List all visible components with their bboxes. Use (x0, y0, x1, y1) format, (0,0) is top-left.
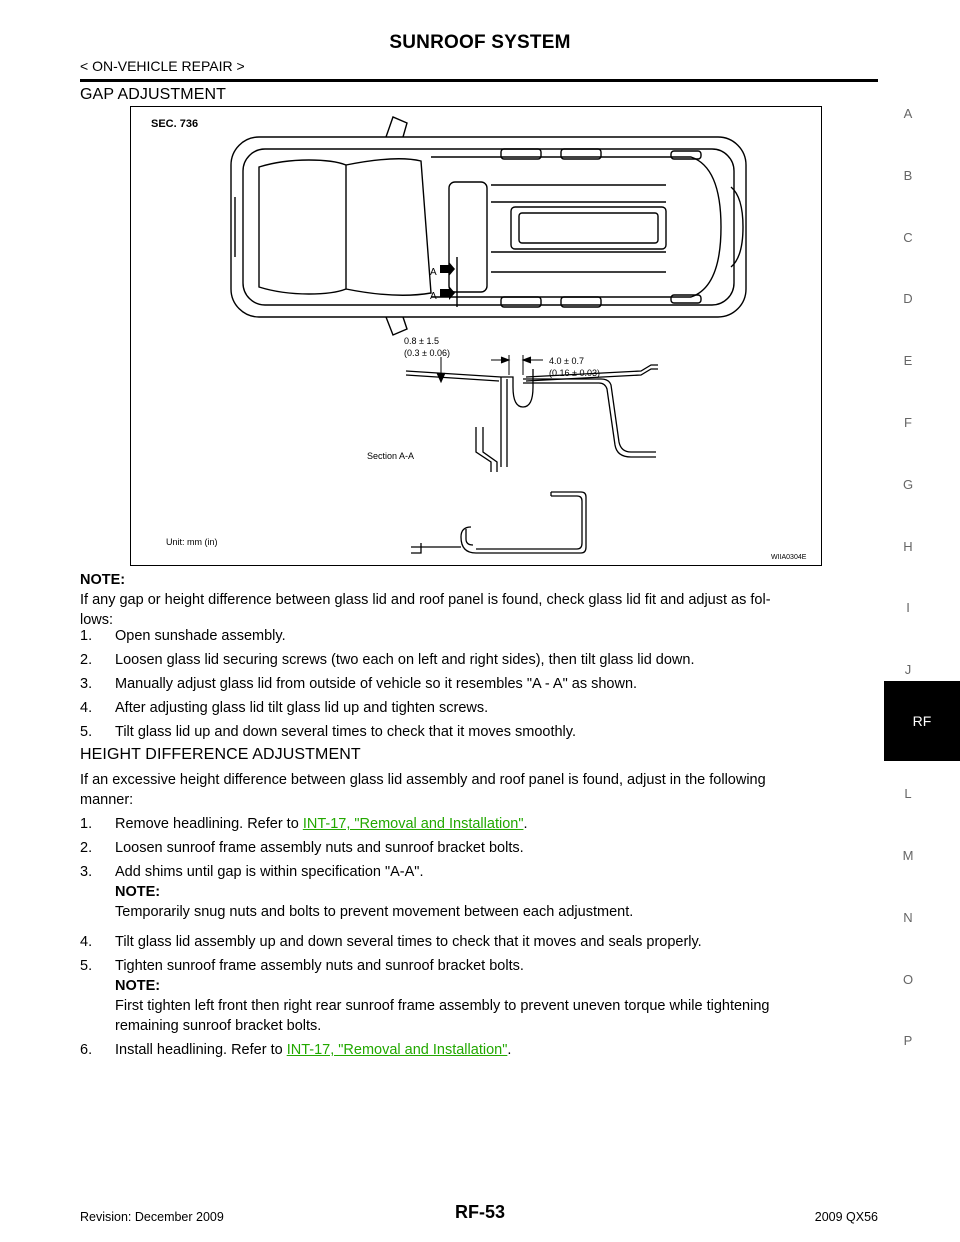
footer-model: 2009 QX56 (814, 1210, 878, 1224)
note-label: NOTE: (115, 978, 161, 994)
side-index-i[interactable]: I (906, 600, 910, 615)
side-index-c[interactable]: C (903, 230, 913, 245)
header-divider (80, 79, 878, 82)
section-marker-a-top: A (430, 267, 437, 278)
side-index-j[interactable]: J (904, 662, 912, 677)
side-index-o[interactable]: O (902, 972, 914, 987)
dimension-gap-in: (0.3 ± 0.06) (404, 348, 450, 358)
side-index-b[interactable]: B (903, 168, 913, 183)
footer-page-number: RF-53 (454, 1202, 505, 1222)
side-index-e[interactable]: E (903, 353, 913, 368)
section-heading-gap: GAP ADJUSTMENT (80, 86, 227, 103)
figure-code: WIIA0304E (771, 554, 807, 561)
side-index-l[interactable]: L (904, 786, 912, 801)
dimension-height-in: (0.16 ± 0.03) (549, 368, 600, 378)
section-heading-height: HEIGHT DIFFERENCE ADJUSTMENT (80, 746, 361, 763)
side-index-g[interactable]: G (902, 477, 914, 492)
dimension-gap-mm: 0.8 ± 1.5 (404, 336, 439, 346)
note-block (80, 570, 880, 630)
arrow-icon (440, 286, 455, 300)
side-index-m[interactable]: M (902, 848, 914, 863)
unit-label: Unit: mm (in) (166, 537, 218, 547)
note-label: NOTE: (115, 884, 161, 900)
section-a-a-drawing (406, 365, 658, 553)
note-text-line2: lows: (80, 612, 114, 628)
side-index-h[interactable]: H (903, 539, 913, 554)
height-intro-line1: If an excessive height difference between glass lid assembly and roof panel is found, adjust in the following (80, 772, 766, 788)
page-title: SUNROOF SYSTEM (389, 32, 571, 53)
side-index-a[interactable]: A (903, 106, 913, 121)
sunroof-diagram (131, 107, 823, 567)
breadcrumb: < ON-VEHICLE REPAIR > (80, 58, 245, 74)
vehicle-top-view (231, 117, 746, 335)
section-label: Section A-A (367, 451, 415, 461)
side-index-f[interactable]: F (904, 415, 912, 430)
footer-revision: Revision: December 2009 (80, 1210, 224, 1224)
figure-section-number: SEC. 736 (151, 118, 199, 130)
dimension-height-mm: 4.0 ± 0.7 (549, 356, 584, 366)
height-intro-line2: manner: (80, 792, 134, 808)
side-index-n[interactable]: N (903, 910, 913, 925)
height-intro (80, 770, 880, 810)
section-marker-a-bottom: A (430, 291, 437, 302)
side-index-p[interactable]: P (903, 1033, 913, 1048)
side-index-d[interactable]: D (903, 291, 913, 306)
side-index-rf-active-tab[interactable]: RF (884, 681, 960, 761)
figure-sunroof-diagram (130, 106, 822, 566)
note-label: NOTE: (80, 572, 126, 588)
arrow-icon (440, 262, 455, 276)
link-int-17-removal-installation[interactable]: INT-17, "Removal and Installation" (302, 816, 524, 832)
note-text-line1: If any gap or height difference between glass lid and roof panel is found, check glass lid fit and adjust as fol- (80, 592, 771, 608)
link-int-17-removal-installation[interactable]: INT-17, "Removal and Installation" (286, 1042, 508, 1058)
